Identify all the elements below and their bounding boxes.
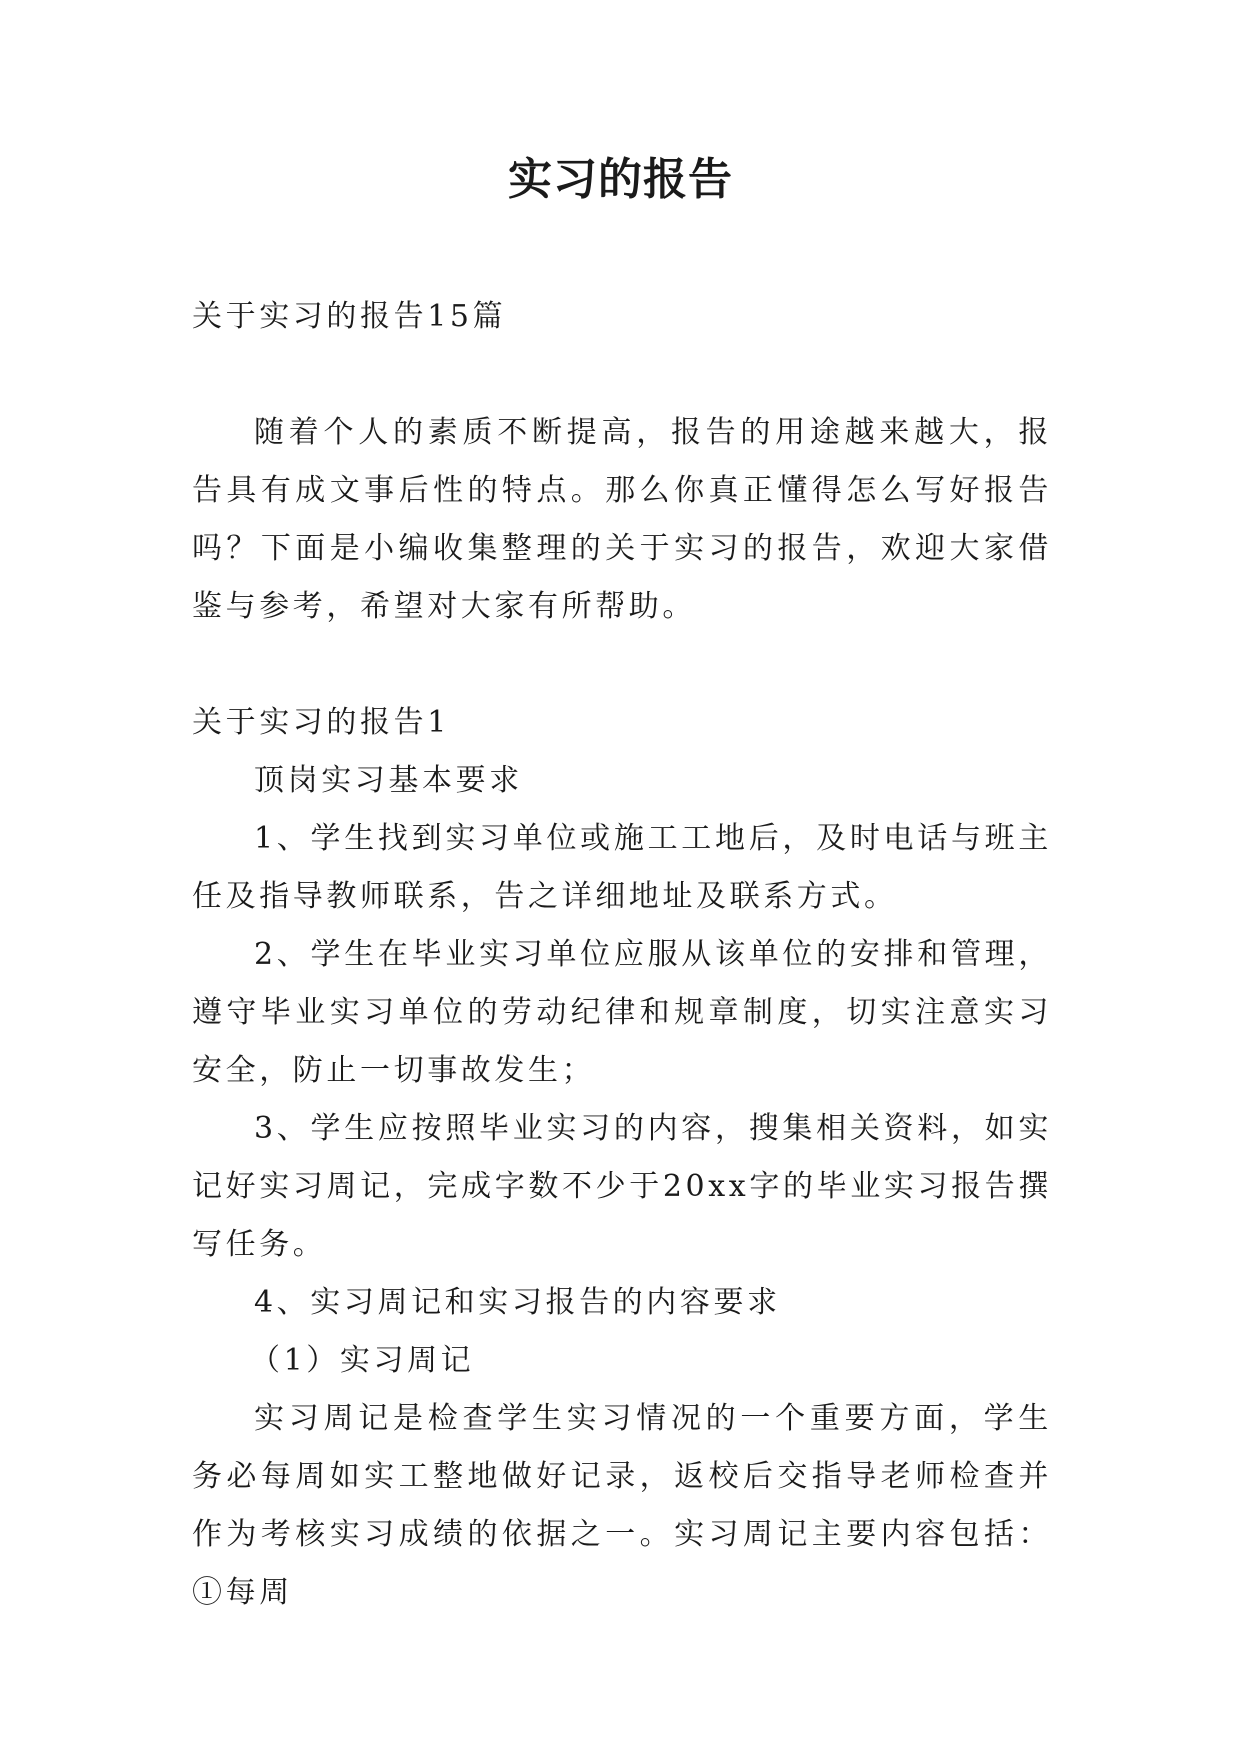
paragraph: 3、学生应按照毕业实习的内容，搜集相关资料，如实记好实习周记，完成字数不少于20xx字的毕业实习报告撰写任务。 bbox=[192, 1111, 1052, 1262]
paragraph: 顶岗实习基本要求 bbox=[254, 763, 523, 798]
document-title: 实习的报告 bbox=[508, 154, 733, 205]
section-heading: 关于实习的报告1 bbox=[192, 705, 450, 740]
paragraph: 实习周记是检查学生实习情况的一个重要方面，学生务必每周如实工整地做好记录，返校后交指导老师检查并作为考核实习成绩的依据之一。实习周记主要内容包括：①每周 bbox=[192, 1401, 1052, 1610]
paragraph: 1、学生找到实习单位或施工工地后，及时电话与班主任及指导教师联系，告之详细地址及联系方式。 bbox=[192, 821, 1052, 914]
intro-paragraph: 随着个人的素质不断提高，报告的用途越来越大，报告具有成文事后性的特点。那么你真正懂得怎么写好报告吗？下面是小编收集整理的关于实习的报告，欢迎大家借鉴与参考，希望对大家有所帮助。 bbox=[192, 415, 1052, 624]
document-body bbox=[192, 288, 1052, 1622]
paragraph: 4、实习周记和实习报告的内容要求 bbox=[254, 1285, 781, 1320]
document-subtitle: 关于实习的报告15篇 bbox=[192, 299, 507, 334]
paragraph: 2、学生在毕业实习单位应服从该单位的安排和管理，遵守毕业实习单位的劳动纪律和规章制度，切实注意实习安全，防止一切事故发生； bbox=[192, 937, 1052, 1088]
paragraph: （1）实习周记 bbox=[250, 1343, 475, 1378]
